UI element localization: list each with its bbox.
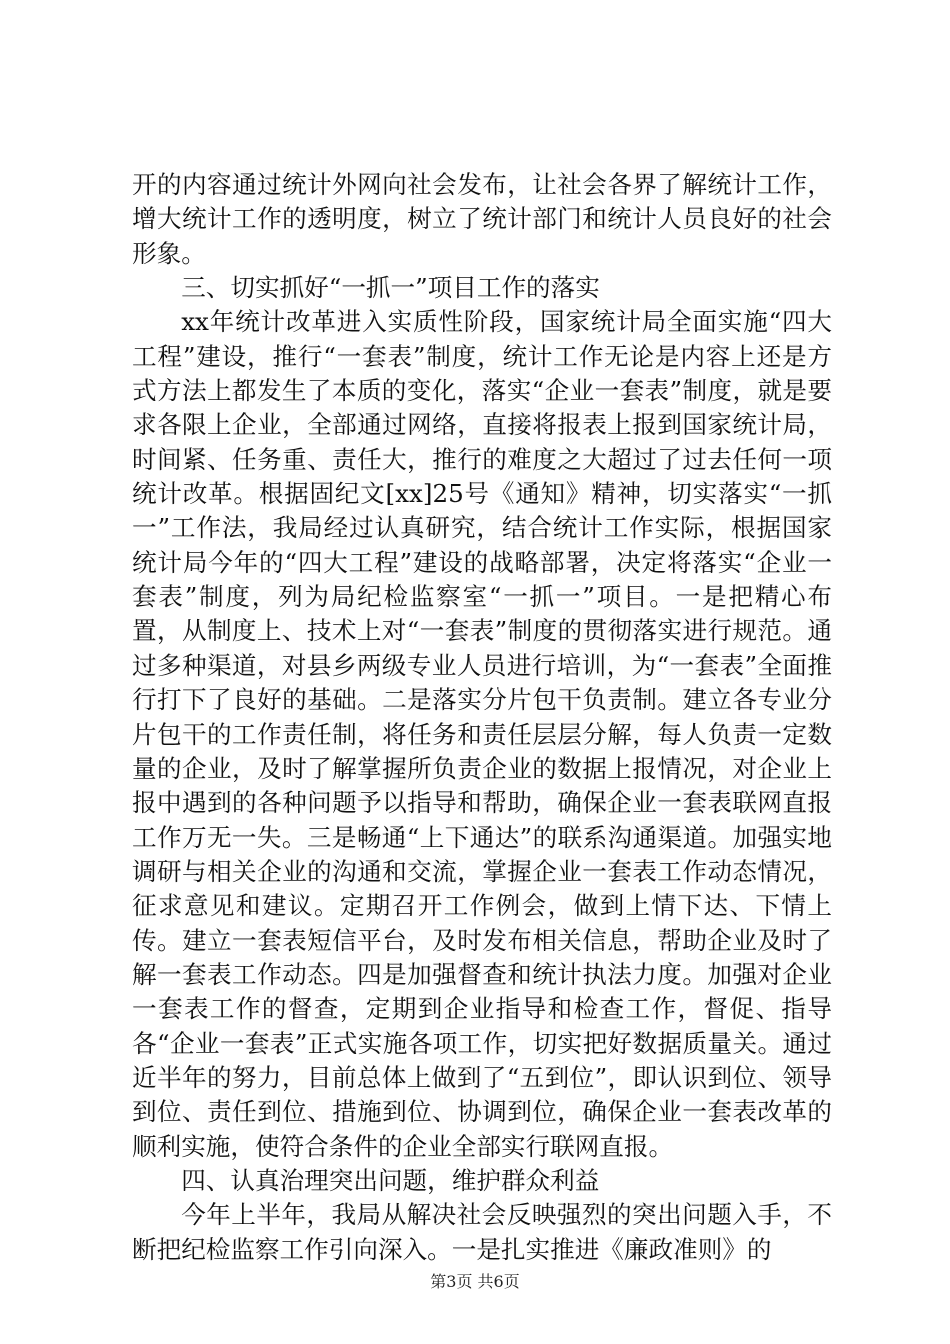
paragraph-section-four: 今年上半年，我局从解决社会反映强烈的突出问题入手，不断把纪检监察工作引向深入。一是扎实推进《廉政准则》的 bbox=[132, 1200, 832, 1264]
page-number-footer: 第3页 共6页 bbox=[430, 1272, 520, 1291]
section-heading-four: 四、认真治理突出问题，维护群众利益 bbox=[181, 1165, 600, 1195]
paragraph-continuation: 开的内容通过统计外网向社会发布，让社会各界了解统计工作，增大统计工作的透明度，树立了统计部门和统计人员良好的社会形象。 bbox=[132, 170, 832, 268]
section-heading-three: 三、切实抓好“一抓一”项目工作的落实 bbox=[181, 273, 600, 303]
paragraph-section-three: xx年统计改革进入实质性阶段，国家统计局全面实施“四大工程”建设，推行“一套表”制度，统计工作无论是内容上还是方式方法上都发生了本质的变化，落实“企业一套表”制度，就是要求各限上企业，全部通过网络，直接将报表上报到国家统计局，时间紧、任务重、责任大，推行的难度之大超过了过去任何一项统计改革。根据固纪文[xx]25号《通知》精神，切实落实“一抓一”工作法，我局经过认真研究，结合统计工作实际，根据国家统计局今年的“四大工程”建设的战略部署，决定将落实“企业一套表”制度，列为局纪检监察室“一抓一”项目。一是把精心布置，从制度上、技术上对“一套表”制度的贯彻落实进行规范。通过多种渠道，对县乡两级专业人员进行培训，为“一套表”全面推行打下了良好的基础。二是落实分片包干负责制。建立各专业分片包干的工作责任制，将任务和责任层层分解，每人负责一定数量的企业，及时了解掌握所负责企业的数据上报情况，对企业上报中遇到的各种问题予以指导和帮助，确保企业一套表联网直报工作万无一失。三是畅通“上下通达”的联系沟通渠道。加强实地调研与相关企业的沟通和交流，掌握企业一套表工作动态情况，征求意见和建议。定期召开工作例会，做到上情下达、下情上传。建立一套表短信平台，及时发布相关信息，帮助企业及时了解一套表工作动态。四是加强督查和统计执法力度。加强对企业一套表工作的督查，定期到企业指导和检查工作，督促、指导各“企业一套表”正式实施各项工作，切实把好数据质量关。通过近半年的努力，目前总体上做到了“五到位”，即认识到位、领导到位、责任到位、措施到位、协调到位，确保企业一套表改革的顺利实施，使符合条件的企业全部实行联网直报。 bbox=[132, 307, 832, 1161]
document-body bbox=[132, 168, 832, 1267]
